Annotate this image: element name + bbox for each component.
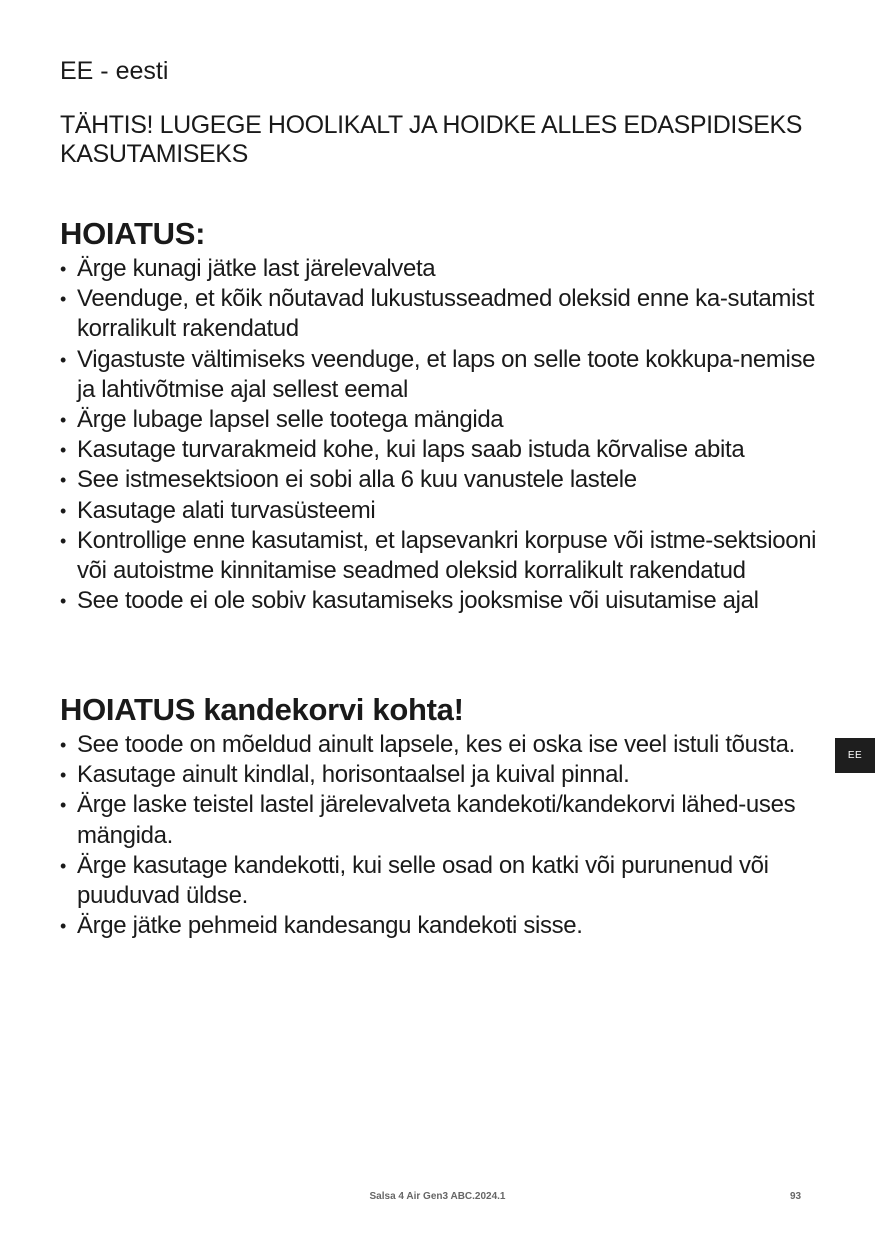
- footer-document-name: Salsa 4 Air Gen3 ABC.2024.1: [369, 1191, 506, 1202]
- list-item: [60, 760, 820, 790]
- list-item: [60, 465, 820, 495]
- list-item: [60, 284, 820, 344]
- bullet-icon: •: [60, 410, 66, 431]
- list-item-text: Ärge laske teistel lastel järelevalveta kandekoti/kandekorvi lähed-uses mängida.: [77, 791, 796, 849]
- list-item-text: See toode ei ole sobiv kasutamiseks jooksmise või uisutamise ajal: [77, 587, 759, 615]
- list-item-text: Ärge kunagi jätke last järelevalveta: [77, 255, 436, 282]
- list-item-text: See toode on mõeldud ainult lapsele, kes ei oska ise veel istuli tõusta.: [77, 731, 795, 758]
- bullet-icon: •: [60, 795, 66, 816]
- warning-list: [60, 254, 820, 616]
- bullet-icon: •: [60, 289, 66, 310]
- language-heading: EE - eesti: [60, 57, 169, 85]
- bullet-icon: •: [60, 916, 66, 937]
- list-item-text: Kasutage turvarakmeid kohe, kui laps saab istuda kõrvalise abita: [77, 436, 745, 464]
- bullet-icon: •: [60, 855, 66, 876]
- bullet-icon: •: [60, 259, 66, 279]
- list-item: [60, 496, 820, 526]
- bassinet-warning-title: HOIATUS kandekorvi kohta!: [60, 692, 464, 727]
- list-item-text: Kasutage ainult kindlal, horisontaalsel ja kuival pinnal.: [77, 761, 630, 789]
- important-notice: TÄHTIS! LUGEGE HOOLIKALT JA HOIDKE ALLES EDASPIDISEKS KASUTAMISEKS: [60, 111, 803, 168]
- warning-title: HOIATUS:: [60, 216, 206, 251]
- list-item-text: Kasutage alati turvasüsteemi: [77, 496, 376, 524]
- list-item: [60, 911, 820, 941]
- list-item-text: Ärge kasutage kandekotti, kui selle osad on katki või purunenud või puuduvad üldse.: [77, 851, 769, 910]
- list-item: [60, 435, 820, 465]
- list-item: [60, 730, 820, 760]
- list-item: [60, 254, 820, 284]
- list-item-text: Ärge jätke pehmeid kandesangu kandekoti sisse.: [77, 912, 583, 940]
- list-item-text: Veenduge, et kõik nõutavad lukustusseadmed oleksid enne ka-sutamist korralikult rakendatud: [77, 285, 815, 343]
- bullet-icon: •: [60, 591, 66, 612]
- bullet-icon: •: [60, 349, 66, 370]
- bullet-icon: •: [60, 765, 66, 786]
- list-item: [60, 790, 820, 850]
- list-item-text: Kontrollige enne kasutamist, et lapsevankri korpuse või istme-sektsiooni või autoistme kinnitamise seadmed oleksid korralikult rakendatud: [77, 526, 817, 585]
- bullet-icon: •: [60, 500, 66, 521]
- bullet-icon: •: [60, 440, 66, 461]
- list-item: [60, 851, 820, 911]
- list-item-text: See istmesektsioon ei sobi alla 6 kuu vanustele lastele: [77, 466, 637, 494]
- bullet-icon: •: [60, 470, 66, 491]
- list-item-text: Ärge lubage lapsel selle tootega mängida: [77, 406, 504, 434]
- list-item: [60, 405, 820, 435]
- bullet-icon: •: [60, 735, 66, 755]
- bullet-icon: •: [60, 530, 66, 551]
- list-item-text: Vigastuste vältimiseks veenduge, et laps on selle toote kokkupa-nemise ja lahtivõtmise ajal sellest eemal: [77, 345, 816, 403]
- list-item: [60, 345, 820, 405]
- language-side-tab: EE: [835, 738, 875, 773]
- list-item: [60, 586, 820, 616]
- list-item: [60, 526, 820, 586]
- bassinet-warning-list: [60, 730, 820, 941]
- footer-page-number: 93: [790, 1191, 802, 1202]
